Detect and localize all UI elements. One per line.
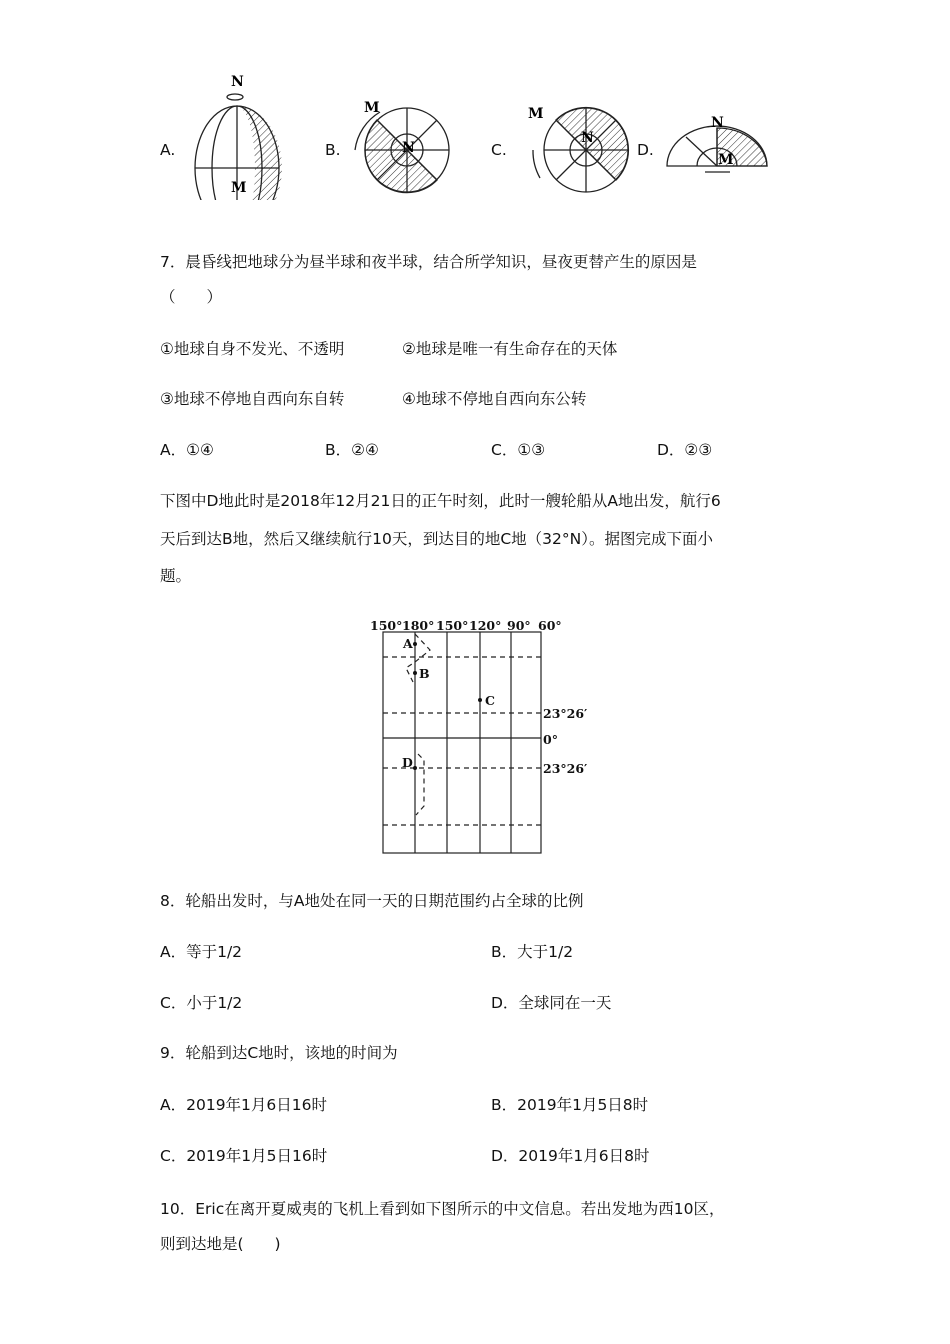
globe-c xyxy=(533,108,628,192)
q8-option-b[interactable]: B．大于1/2 xyxy=(491,943,574,961)
svg-text:90°: 90° xyxy=(507,618,531,633)
point-c xyxy=(478,698,482,702)
svg-text:N: N xyxy=(231,74,244,90)
svg-text:C: C xyxy=(485,693,495,708)
globe-d xyxy=(667,126,767,172)
svg-text:N: N xyxy=(402,140,415,156)
q6-diagrams xyxy=(0,0,950,200)
svg-text:180°: 180° xyxy=(402,618,435,633)
svg-text:23°26′: 23°26′ xyxy=(543,761,588,776)
q8-stem: 8．轮船出发时，与A地处在同一天的日期范围约占全球的比例 xyxy=(160,892,584,910)
svg-text:23°26′: 23°26′ xyxy=(543,706,588,721)
svg-text:M: M xyxy=(528,106,544,122)
q10-stem: 10．Eric在离开夏威夷的飞机上看到如下图所示的中文信息。若出发地为西10区， xyxy=(160,1200,725,1218)
svg-text:150°: 150° xyxy=(436,618,469,633)
q6-option-d[interactable]: D. xyxy=(637,141,654,159)
svg-text:120°: 120° xyxy=(469,618,502,633)
map-diagram xyxy=(0,610,950,870)
svg-text:N: N xyxy=(581,130,594,146)
q7-option-b[interactable]: B．②④ xyxy=(325,441,379,459)
svg-text:0°: 0° xyxy=(543,732,558,747)
point-a xyxy=(413,642,417,646)
point-b xyxy=(413,671,417,675)
q7-stem: 7．晨昏线把地球分为昼半球和夜半球，结合所学知识，昼夜更替产生的原因是 xyxy=(160,253,697,271)
q8-option-c[interactable]: C．小于1/2 xyxy=(160,994,243,1012)
svg-text:A: A xyxy=(403,636,413,651)
q9-option-c[interactable]: C．2019年1月5日16时 xyxy=(160,1147,328,1165)
q7-item: ②地球是唯一有生命存在的天体 xyxy=(402,340,618,358)
q7-option-a[interactable]: A．①④ xyxy=(160,441,214,459)
q7-item: ①地球自身不发光、不透明 xyxy=(160,340,345,358)
q7-item: ③地球不停地自西向东自转 xyxy=(160,390,345,408)
svg-text:60°: 60° xyxy=(538,618,562,633)
svg-text:D: D xyxy=(402,755,413,770)
q6-option-c[interactable]: C. xyxy=(491,141,507,159)
svg-text:B: B xyxy=(419,666,430,681)
svg-text:M: M xyxy=(718,152,734,168)
point-d xyxy=(413,766,417,770)
q10-stem-cont: 则到达地是( ) xyxy=(160,1235,281,1253)
q6-option-a[interactable]: A. xyxy=(160,141,176,159)
q9-option-a[interactable]: A．2019年1月6日16时 xyxy=(160,1096,327,1114)
q9-option-d[interactable]: D．2019年1月6日8时 xyxy=(491,1147,650,1165)
svg-text:M: M xyxy=(364,100,380,116)
q7-item: ④地球不停地自西向东公转 xyxy=(402,390,587,408)
q7-option-c[interactable]: C．①③ xyxy=(491,441,546,459)
q6-option-b[interactable]: B. xyxy=(325,141,341,159)
q9-option-b[interactable]: B．2019年1月5日8时 xyxy=(491,1096,649,1114)
svg-text:N: N xyxy=(711,115,724,131)
q7-option-d[interactable]: D．②③ xyxy=(657,441,713,459)
q7-answer-paren: （ ） xyxy=(160,288,223,306)
intro-line: 天后到达B地，然后又继续航行10天，到达目的地C地（32°N）。据图完成下面小 xyxy=(160,530,713,548)
intro-line: 下图中D地此时是2018年12月21日的正午时刻，此时一艘轮船从A地出发，航行6 xyxy=(160,492,721,510)
svg-text:150°: 150° xyxy=(370,618,403,633)
q9-stem: 9．轮船到达C地时，该地的时间为 xyxy=(160,1044,398,1062)
intro-line: 题。 xyxy=(160,567,192,585)
q8-option-a[interactable]: A．等于1/2 xyxy=(160,943,243,961)
svg-text:M: M xyxy=(231,180,247,196)
q8-option-d[interactable]: D．全球同在一天 xyxy=(491,994,612,1012)
